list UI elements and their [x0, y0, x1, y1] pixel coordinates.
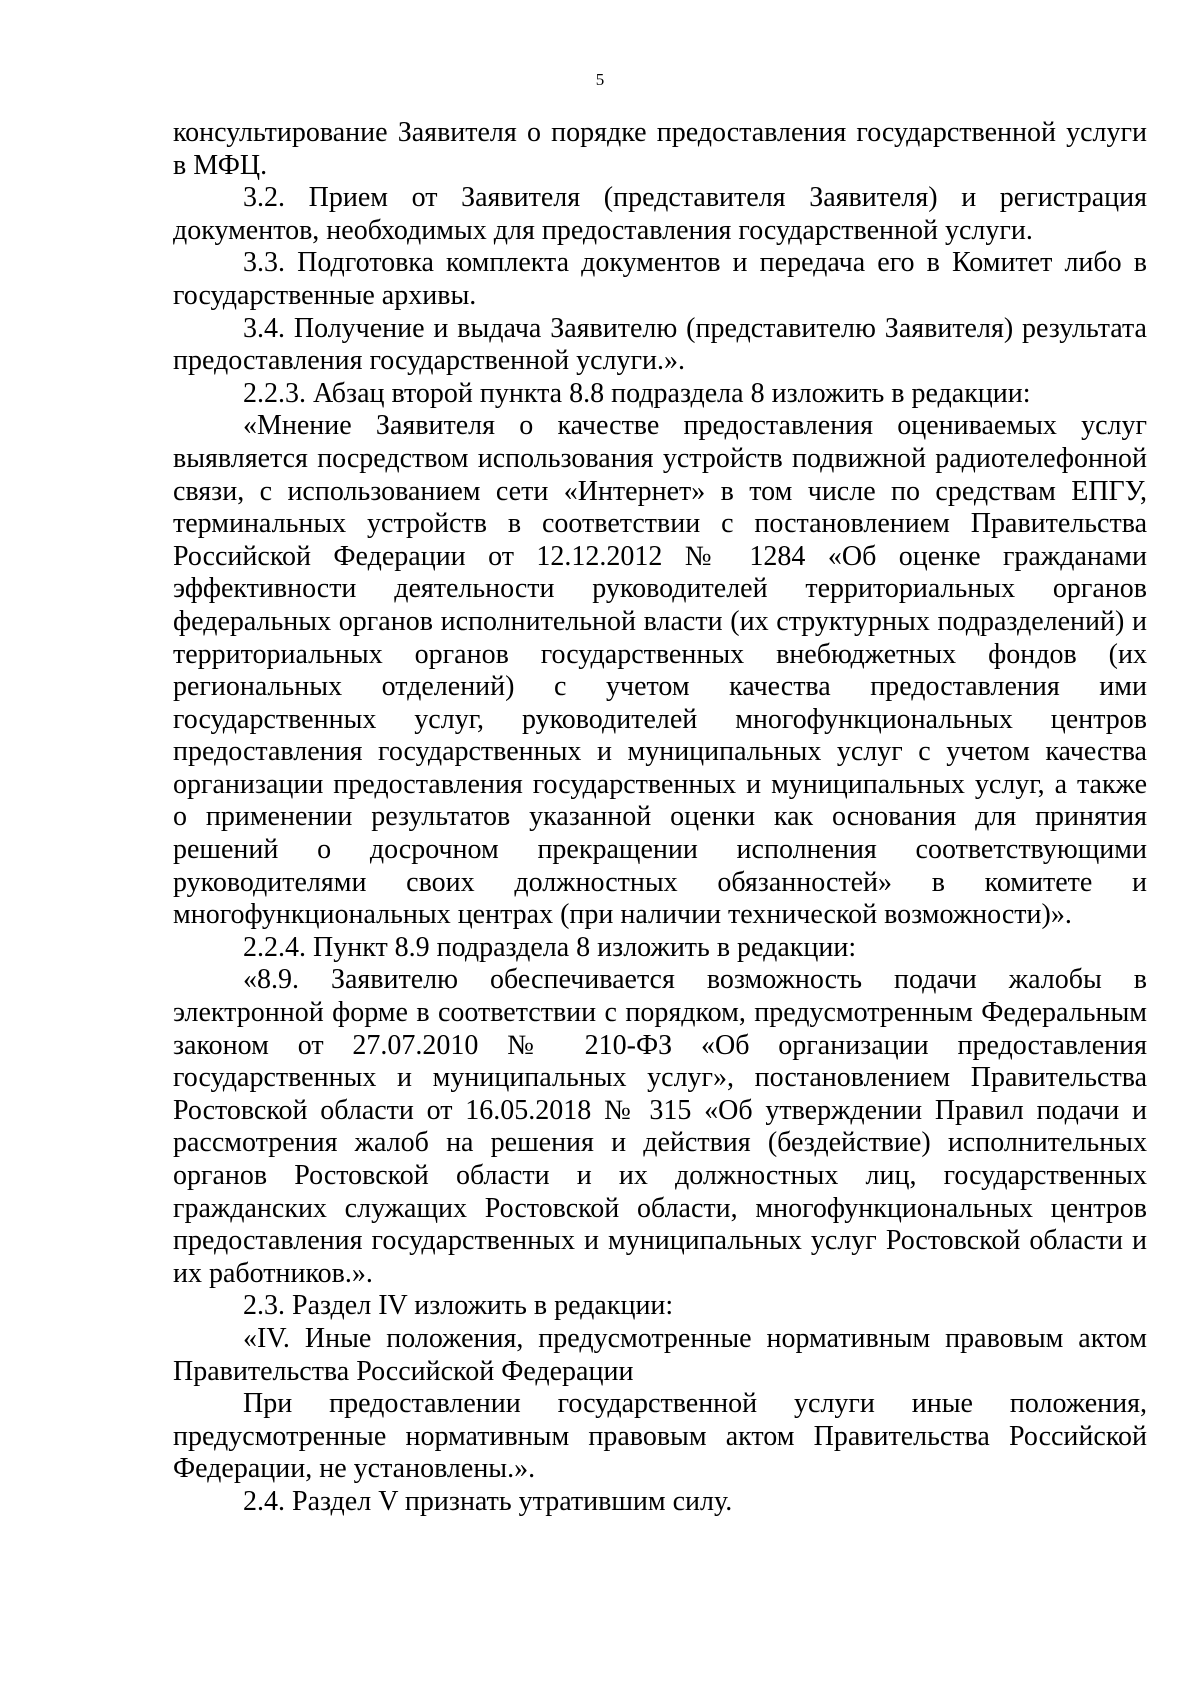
paragraph: 2.2.4. Пункт 8.9 подраздела 8 изложить в редакции: [243, 931, 857, 963]
paragraph: «8.9. Заявителю обеспечивается возможность подачи жалобы в электронной форме в соответствии с порядком, предусмотренным Федеральным законом от 27.07.2010 № 210-ФЗ «Об организации предоставления государственных и муниципальных услуг», постановлением Правительства Ростовской области от 16.05.2018 № 315 «Об утверждении Правил подачи и рассмотрения жалоб на решения и действия (бездействие) исполнительных органов Ростовской области и их должностных лиц, государственных гражданских служащих Ростовской области, многофункциональных центров предоставления государственных и муниципальных услуг Ростовской области и их работников.». [173, 964, 1147, 1289]
paragraph: «Мнение Заявителя о качестве предоставления оцениваемых услуг выявляется посредством использования устройств подвижной радиотелефонной связи, с использованием сети «Интернет» в том числе по средствам ЕПГУ, терминальных устройств в соответствии с постановлением Правительства Российской Федерации от 12.12.2012 № 1284 «Об оценке гражданами эффективности деятельности руководителей территориальных органов федеральных органов исполнительной власти (их структурных подразделений) и территориальных органов государственных внебюджетных фондов (их региональных отделений) с учетом качества предоставления ими государственных услуг, руководителей многофункциональных центров предоставления государственных и муниципальных услуг с учетом качества организации предоставления государственных и муниципальных услуг, а также о применении результатов указанной оценки как основания для принятия решений о досрочном прекращении исполнения соответствующими руководителями своих должностных обязанностей» в комитете и многофункциональных центрах (при наличии технической возможности)». [173, 410, 1147, 931]
paragraph: 2.4. Раздел V признать утратившим силу. [243, 1485, 733, 1517]
paragraph: 2.2.3. Абзац второй пункта 8.8 подраздела 8 изложить в редакции: [243, 377, 1031, 409]
document-body [173, 117, 1147, 1519]
paragraph: консультирование Заявителя о порядке предоставления государственной услуги в МФЦ. [173, 117, 1147, 181]
paragraph: 2.3. Раздел IV изложить в редакции: [243, 1290, 674, 1322]
paragraph: 3.4. Получение и выдача Заявителю (представителю Заявителя) результата предоставления государственной услуги.». [173, 312, 1147, 377]
paragraph: При предоставлении государственной услуги иные положения, предусмотренные нормативным правовым актом Правительства Российской Федерации, не установлены.». [173, 1388, 1147, 1485]
paragraph: 3.3. Подготовка комплекта документов и передача его в Комитет либо в государственные архивы. [173, 247, 1147, 311]
paragraph: «IV. Иные положения, предусмотренные нормативным правовым актом Правительства Российской Федерации [173, 1322, 1147, 1387]
page-number: 5 [595, 70, 605, 89]
paragraph: 3.2. Прием от Заявителя (представителя Заявителя) и регистрация документов, необходимых для предоставления государственной услуги. [173, 182, 1147, 246]
